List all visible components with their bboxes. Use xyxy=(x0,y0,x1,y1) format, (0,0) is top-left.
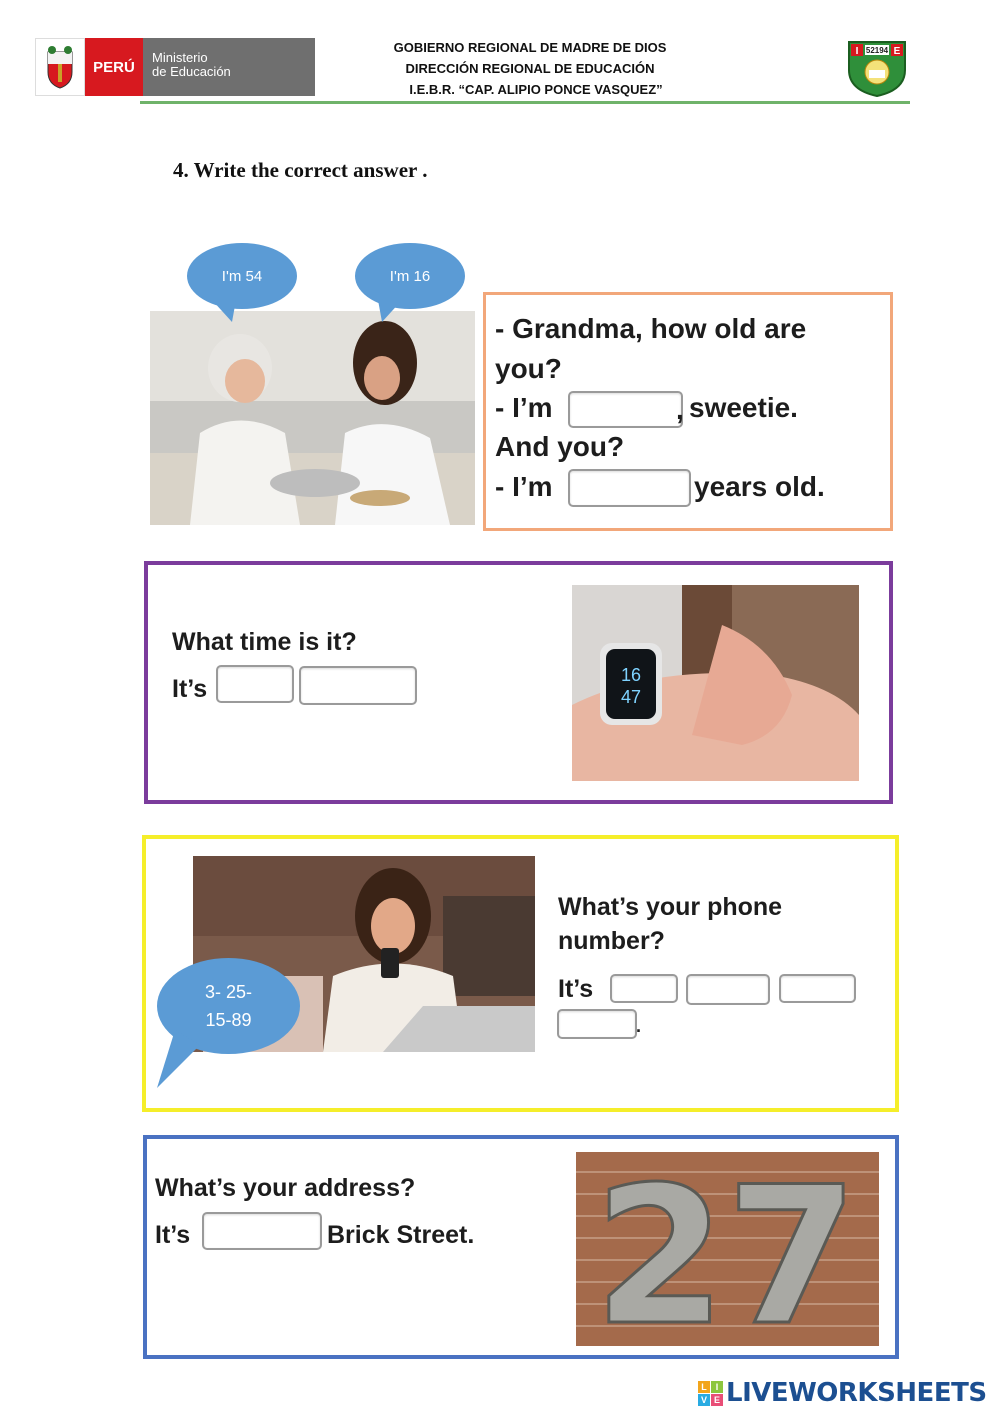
school-code: 52194 xyxy=(865,46,889,55)
dialog-line-3-end: sweetie. xyxy=(689,392,798,423)
house-number-photo xyxy=(576,1152,879,1346)
phone-part-4-input[interactable] xyxy=(557,1009,637,1039)
liveworksheets-icon xyxy=(698,1381,723,1406)
time-question: What time is it? xyxy=(172,628,357,656)
phone-trailing-dot: . xyxy=(636,1016,642,1036)
bubble-tail-girl xyxy=(378,300,402,324)
watch-minute: 47 xyxy=(620,687,642,707)
girl-age-input[interactable] xyxy=(568,469,691,507)
logo-letter-v: V xyxy=(698,1394,710,1406)
phone-answer-prefix: It’s xyxy=(558,975,594,1003)
ministry-line-2: de Educación xyxy=(152,64,231,79)
liveworksheets-logo[interactable] xyxy=(698,1377,987,1409)
dialog-line-5-end: years old. xyxy=(694,471,825,502)
smartwatch-photo xyxy=(572,585,859,781)
phone-part-3-input[interactable] xyxy=(779,974,856,1003)
house-number: 27 xyxy=(593,1152,859,1346)
dialog-line-1: - Grandma, how old are xyxy=(495,313,807,344)
speech-bubble-girl: I'm 16 xyxy=(355,243,465,309)
time-answer-prefix: It’s xyxy=(172,675,208,703)
header-line-2: DIRECCIÓN REGIONAL DE EDUCACIÓN xyxy=(405,61,655,76)
phone-part-2-input[interactable] xyxy=(686,974,770,1005)
address-number-input[interactable] xyxy=(202,1212,322,1250)
header-line-3: I.E.B.R. “CAP. ALIPIO PONCE VASQUEZ” xyxy=(409,82,663,97)
logo-letter-e: E xyxy=(711,1394,723,1406)
dialog-line-4: And you? xyxy=(495,431,625,462)
time-minute-input[interactable] xyxy=(299,666,417,705)
address-answer-prefix: It’s xyxy=(155,1221,191,1249)
logo-letter-i: I xyxy=(711,1381,723,1393)
address-answer-suffix: Brick Street. xyxy=(327,1221,475,1249)
peru-coat-of-arms-icon xyxy=(35,38,85,96)
header-divider xyxy=(140,101,910,104)
phone-part-1-input[interactable] xyxy=(610,974,678,1003)
phone-question-line-1: What’s your phone xyxy=(558,893,783,921)
dialog-line-5-start: - I’m xyxy=(495,471,553,502)
bubble-tail-phone xyxy=(155,1030,200,1090)
peru-label: PERÚ xyxy=(85,38,143,96)
crest-letter-i: I xyxy=(855,46,859,57)
ministry-label xyxy=(143,38,315,96)
bubble-tail-grandma xyxy=(212,300,236,324)
header-line-1: GOBIERNO REGIONAL DE MADRE DE DIOS xyxy=(393,40,667,55)
question-title: 4. Write the correct answer . xyxy=(173,158,428,182)
address-question: What’s your address? xyxy=(155,1174,416,1202)
phone-bubble-line-2: 15-89 xyxy=(205,1010,252,1030)
institution-header xyxy=(330,37,730,100)
phone-bubble-line-1: 3- 25- xyxy=(204,982,253,1002)
ministry-line-1: Ministerio xyxy=(152,50,208,65)
logo-letter-l: L xyxy=(698,1381,710,1393)
speech-bubble-grandma: I'm 54 xyxy=(187,243,297,309)
dialog-line-2: you? xyxy=(495,353,562,384)
crest-letter-e: E xyxy=(893,46,901,57)
dialog-line-3-start: - I’m xyxy=(495,392,553,423)
dialog-comma: , xyxy=(676,394,684,425)
time-hour-input[interactable] xyxy=(216,665,294,703)
school-crest-icon xyxy=(845,36,909,98)
liveworksheets-brand: LIVEWORKSHEETS xyxy=(726,1378,987,1408)
phone-question-line-2: number? xyxy=(558,927,665,955)
grandma-age-input[interactable] xyxy=(568,391,683,428)
peru-ministry-logo xyxy=(35,38,315,96)
watch-hour: 16 xyxy=(620,665,642,685)
